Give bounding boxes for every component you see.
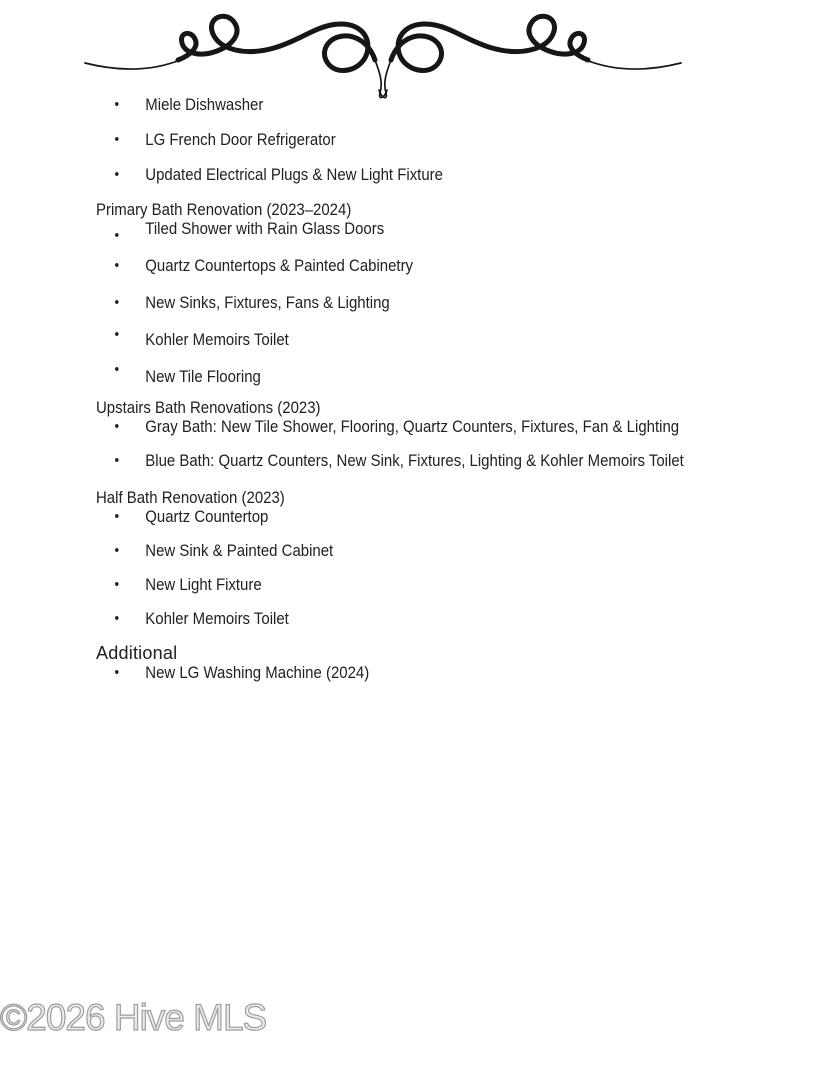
list-item: • Updated Electrical Plugs & New Light Fixture [96,166,809,184]
list-item: • Quartz Countertops & Painted Cabinetry [96,257,809,275]
list-item: • New LG Washing Machine (2024) [96,664,809,682]
list-item: • Tiled Shower with Rain Glass Doors [96,220,809,238]
list-item: • New Tile Flooring [96,368,809,386]
upstairs-bath-list [96,418,809,470]
list-item: • Blue Bath: Quartz Counters, New Sink, Fixtures, Lighting & Kohler Memoirs Toilet [96,452,809,470]
primary-bath-list [96,220,809,386]
list-item: • Quartz Countertop [96,508,809,526]
section-title-additional: Additional [96,643,178,663]
section-title-half-bath: Half Bath Renovation (2023) [96,488,285,507]
section-title-primary-bath: Primary Bath Renovation (2023–2024) [96,200,352,219]
list-item: • LG French Door Refrigerator [96,131,809,149]
document-content [96,96,809,682]
calligraphic-swirl-icon [83,6,683,102]
section-title-upstairs-bath: Upstairs Bath Renovations (2023) [96,398,321,417]
half-bath-list [96,508,809,628]
list-item: • Gray Bath: New Tile Shower, Flooring, Quartz Counters, Fixtures, Fan & Lighting [96,418,809,436]
list-item: • New Sinks, Fixtures, Fans & Lighting [96,294,809,312]
list-item: • Kohler Memoirs Toilet [96,610,809,628]
list-item: • New Light Fixture [96,576,809,594]
kitchen-updates-list [96,96,809,184]
list-item: • Kohler Memoirs Toilet [96,331,809,349]
additional-list [96,664,809,682]
flourish-divider [83,6,683,102]
watermark: ©2026 Hive MLS [0,997,267,1038]
list-item: • Miele Dishwasher [96,96,809,114]
list-item: • New Sink & Painted Cabinet [96,542,809,560]
